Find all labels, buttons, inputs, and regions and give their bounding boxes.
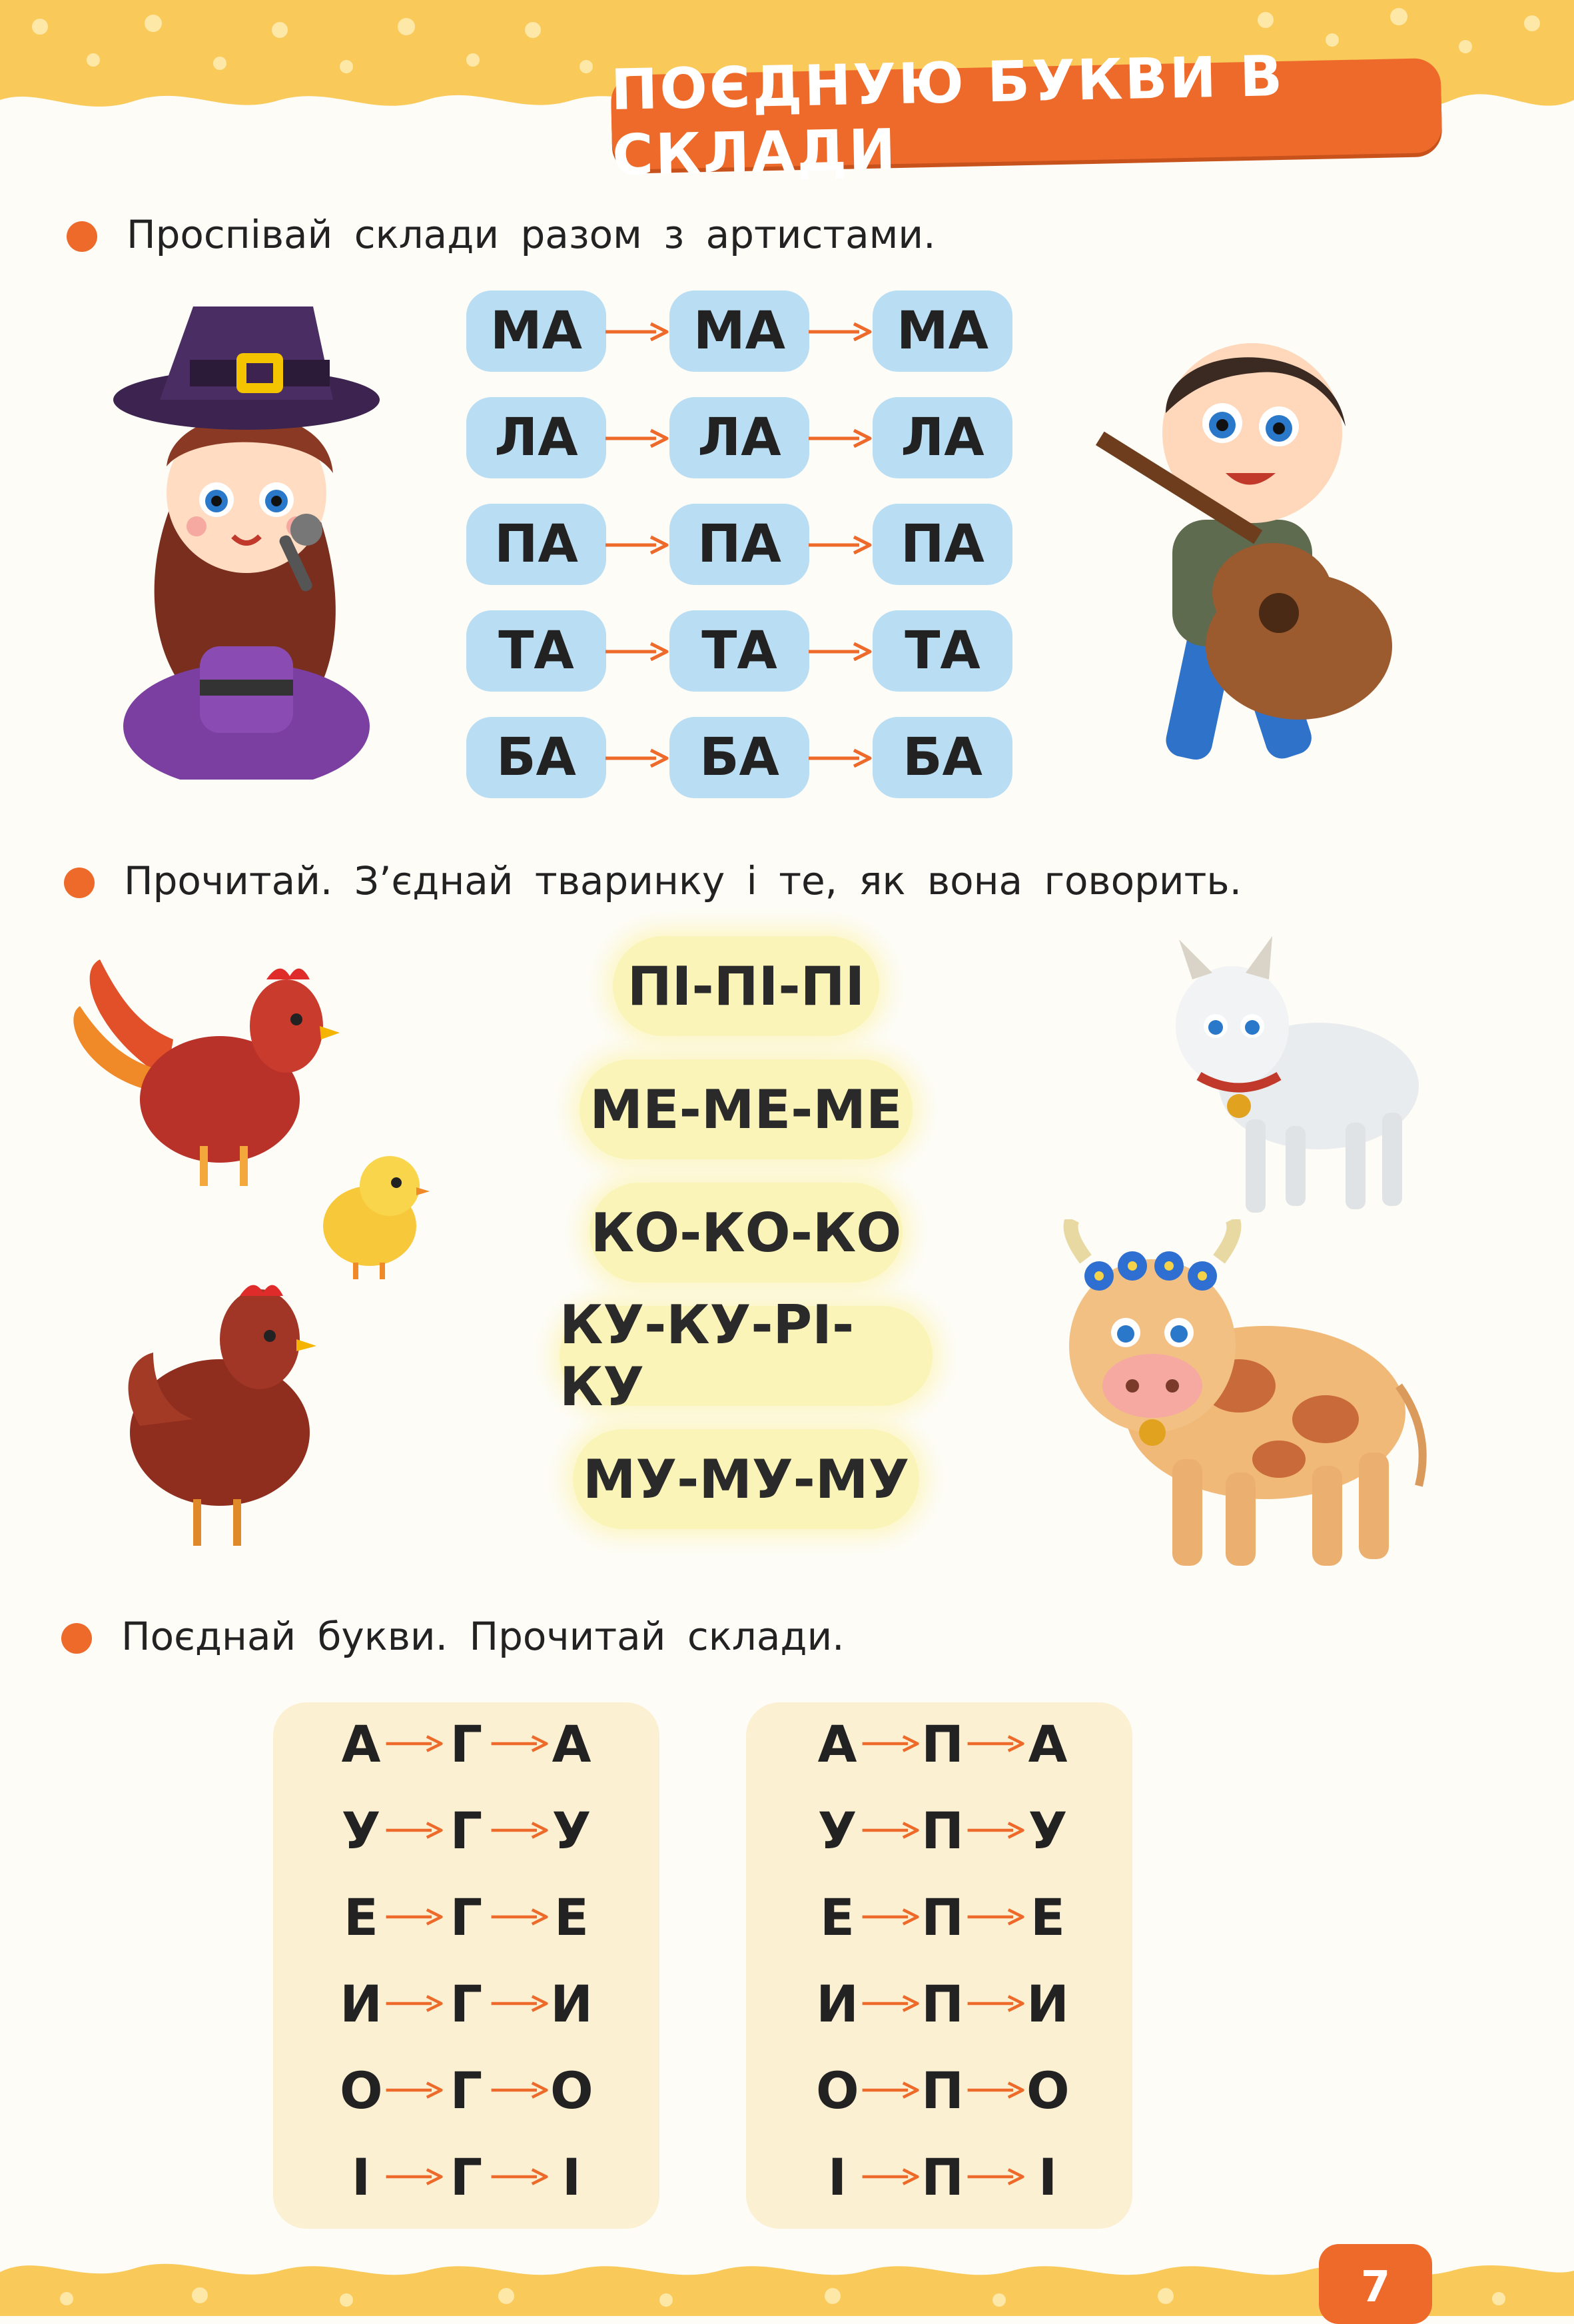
syllable-arrow-2-1 xyxy=(603,425,669,452)
letter: О xyxy=(550,2060,593,2120)
letter-arrow xyxy=(965,2078,1025,2102)
right-letter-row-6 xyxy=(816,2134,1069,2219)
syllable-arrow-1-1 xyxy=(603,318,669,345)
syllable-5-2: БА xyxy=(669,717,809,798)
syllable-5-1: БА xyxy=(466,717,606,798)
letter-arrow xyxy=(384,1818,444,1842)
syllable-4-3: ТА xyxy=(873,610,1012,692)
syllable-3-1: ПА xyxy=(466,504,606,585)
letter: П xyxy=(921,2147,964,2207)
letter-arrow xyxy=(384,1992,444,2016)
right-letter-row-3 xyxy=(816,1874,1069,1960)
section3-bullet xyxy=(61,1623,92,1654)
letter: У xyxy=(341,1800,381,1860)
syllable-arrow-4-2 xyxy=(806,638,873,665)
boy-guitarist-illustration xyxy=(1079,313,1425,793)
letter: Г xyxy=(450,1800,483,1860)
letter-arrow xyxy=(384,1732,444,1756)
syllable-arrow-3-2 xyxy=(806,532,873,558)
letter-arrow xyxy=(860,2165,920,2189)
letter: У xyxy=(817,1800,857,1860)
letter-arrow xyxy=(965,1818,1025,1842)
syllable-3-3: ПА xyxy=(873,504,1012,585)
letter: І xyxy=(1038,2147,1058,2207)
hen-illustration xyxy=(120,1273,333,1552)
letter-arrow xyxy=(489,1905,549,1929)
goat-illustration xyxy=(1146,933,1425,1219)
section1-instruction: Проспівай склади разом з артистами. xyxy=(127,212,936,257)
rooster-illustration xyxy=(60,946,340,1193)
letter-arrow xyxy=(384,2165,444,2189)
letter-arrow xyxy=(489,1818,549,1842)
syllable-1-1: МА xyxy=(466,290,606,372)
letter-arrow xyxy=(489,1732,549,1756)
letter: И xyxy=(816,1974,859,2034)
syllable-2-3: ЛА xyxy=(873,397,1012,478)
cow-illustration xyxy=(1026,1219,1439,1579)
syllable-2-1: ЛА xyxy=(466,397,606,478)
letter-arrow xyxy=(965,1905,1025,1929)
letter-arrow xyxy=(965,1992,1025,2016)
letter-arrow xyxy=(965,1732,1025,1756)
page-title: ПОЄДНУЮ БУКВИ В СКЛАДИ xyxy=(611,58,1443,170)
letter: А xyxy=(817,1714,857,1774)
syllable-2-2: ЛА xyxy=(669,397,809,478)
animal-sound-2[interactable]: МЕ-МЕ-МЕ xyxy=(580,1059,913,1159)
letter: О xyxy=(1026,2060,1070,2120)
letter: И xyxy=(550,1974,593,2034)
letter: Г xyxy=(450,2147,483,2207)
letter: Е xyxy=(1030,1887,1065,1947)
letter-arrow xyxy=(860,2078,920,2102)
letter: У xyxy=(552,1800,591,1860)
letter: И xyxy=(340,1974,382,2034)
letter: Г xyxy=(450,1887,483,1947)
syllable-arrow-5-1 xyxy=(603,745,669,772)
syllable-1-2: МА xyxy=(669,290,809,372)
syllable-1-3: МА xyxy=(873,290,1012,372)
chick-illustration xyxy=(316,1146,430,1279)
animal-sound-5[interactable]: МУ-МУ-МУ xyxy=(573,1429,919,1529)
letter: П xyxy=(921,1974,964,2034)
letter: П xyxy=(921,1800,964,1860)
letter-arrow xyxy=(860,1732,920,1756)
syllable-5-3: БА xyxy=(873,717,1012,798)
letter-arrow xyxy=(965,2165,1025,2189)
syllable-arrow-3-1 xyxy=(603,532,669,558)
syllable-arrow-2-2 xyxy=(806,425,873,452)
right-letter-row-4 xyxy=(816,1961,1069,2046)
letter: О xyxy=(816,2060,859,2120)
letter: А xyxy=(552,1714,591,1774)
syllable-arrow-1-2 xyxy=(806,318,873,345)
animal-sound-4[interactable]: КУ-КУ-РІ-КУ xyxy=(560,1306,933,1406)
left-letter-row-1 xyxy=(340,1701,593,1786)
letter: И xyxy=(1026,1974,1069,2034)
letter-arrow xyxy=(860,1992,920,2016)
right-letter-row-1 xyxy=(816,1701,1069,1786)
letter: І xyxy=(827,2147,847,2207)
section2-instruction: Прочитай. З’єднай тваринку і те, як вона говорить. xyxy=(124,858,1242,903)
section1-bullet xyxy=(67,221,97,252)
left-letter-row-6 xyxy=(340,2134,593,2219)
letter: П xyxy=(921,1714,964,1774)
letter: П xyxy=(921,1887,964,1947)
letter-arrow xyxy=(384,2078,444,2102)
animal-sound-3[interactable]: КО-КО-КО xyxy=(590,1183,903,1283)
letter: Г xyxy=(450,1974,483,2034)
letter-arrow xyxy=(860,1818,920,1842)
letter-arrow xyxy=(384,1905,444,1929)
letter: А xyxy=(341,1714,381,1774)
syllable-4-2: ТА xyxy=(669,610,809,692)
animal-sound-1[interactable]: ПІ-ПІ-ПІ xyxy=(613,936,879,1036)
girl-singer-illustration xyxy=(113,300,380,780)
syllable-3-2: ПА xyxy=(669,504,809,585)
left-letter-row-5 xyxy=(340,2047,593,2133)
letter-arrow xyxy=(860,1905,920,1929)
section2-bullet xyxy=(64,868,95,898)
letter-arrow xyxy=(489,1992,549,2016)
letter: І xyxy=(351,2147,371,2207)
letter: Г xyxy=(450,2060,483,2120)
letter-arrow xyxy=(489,2165,549,2189)
letter-arrow xyxy=(489,2078,549,2102)
letter: У xyxy=(1028,1800,1068,1860)
page-number: 7 xyxy=(1319,2244,1432,2324)
syllable-arrow-5-2 xyxy=(806,745,873,772)
right-letter-row-5 xyxy=(816,2047,1069,2133)
letter: Е xyxy=(344,1887,378,1947)
letter: П xyxy=(921,2060,964,2120)
left-letter-row-2 xyxy=(340,1788,593,1873)
syllable-arrow-4-1 xyxy=(603,638,669,665)
section3-instruction: Поєднай букви. Прочитай склади. xyxy=(121,1614,845,1659)
letter: А xyxy=(1028,1714,1068,1774)
letter: Г xyxy=(450,1714,483,1774)
left-letter-row-3 xyxy=(340,1874,593,1960)
letter: Е xyxy=(820,1887,855,1947)
letter: О xyxy=(340,2060,383,2120)
letter: І xyxy=(562,2147,582,2207)
right-letter-row-2 xyxy=(816,1788,1069,1873)
letter: Е xyxy=(554,1887,589,1947)
left-letter-row-4 xyxy=(340,1961,593,2046)
syllable-4-1: ТА xyxy=(466,610,606,692)
